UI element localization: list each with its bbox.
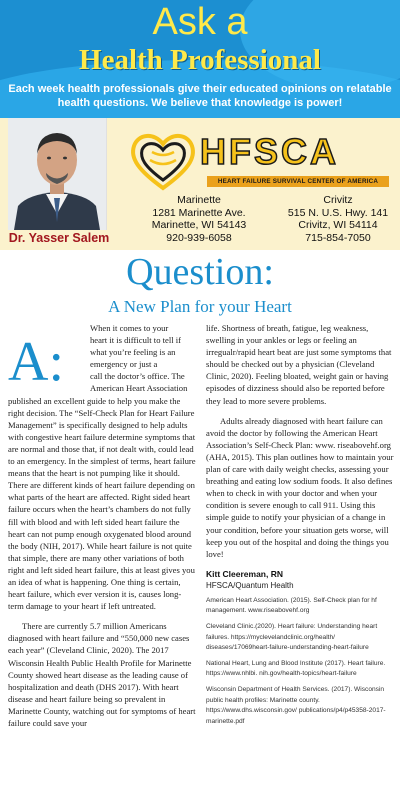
reference-item: Cleveland Clinic.(2020). Heart failure: Understanding heart failures. https://myclevelandclinic.org/health/ diseases/17069heart-failure-understanding-heart-failure	[206, 622, 378, 652]
author-name: Kitt Cleereman, RN	[206, 568, 283, 579]
answer-lead-line: When it comes to your	[90, 323, 169, 333]
answer-lead-line: what you’re feeling is an	[90, 347, 176, 358]
doctor-photo	[8, 118, 107, 230]
question-title: Question:	[126, 251, 274, 293]
location-city: Crivitz	[323, 194, 353, 206]
location-citystate: Marinette, WI 54143	[151, 219, 247, 231]
logo-subtitle: HEART FAILURE SURVIVAL CENTER OF AMERICA	[207, 176, 389, 187]
article-column-right	[206, 322, 396, 727]
location-phone: 715-854-7050	[305, 231, 371, 244]
reference-item: Wisconsin Department of Health Services. (2017). Wisconsin public health profiles: Marinette county. https://www.dhs.wisconsin.gov/ publications/p4/p45358-2017-marinette.pdf	[206, 685, 386, 725]
answer-paragraph-1: published an excellent guide to help you make the right decision. The “Self-Check Plan for Heart Failure Management” is specifically designed to help adults with congestive heart failure determine symptoms that are normal and those that, if not dealt with, could lead to an emergency. In the simplest of terms, heart failure means that the heart is not pumping like it should. There are different kinds of heart failure depending on what parts of the heart are affected. Right sided heart failure occurs when the heart’s chambers do not fully fill with blood and with left sided heart failure the heart can not pump enough oxygenated blood around the body (NIH, 2017). While heart failure is not quite that simple, there are many other variations of both right and left sided heart failure, this at least gives you an idea of what is happening. One thing is certain, heart failure, which ever version it is, causes long-term damage to your heart if left untreated.	[8, 395, 196, 612]
answer-lead-line: emergency or just a	[90, 359, 158, 370]
answer-drop-letter: A:	[8, 331, 64, 393]
location-street: 1281 Marinette Ave.	[152, 206, 246, 219]
header-title-line2: Health Professional	[79, 44, 321, 76]
doctor-name: Dr. Yasser Salem	[8, 231, 110, 245]
article-column-left	[8, 322, 196, 729]
location-city: Marinette	[177, 194, 221, 206]
answer-paragraph-3: Adults already diagnosed with heart failure can avoid the doctor by following the American Heart Association’s Self-Check Plan: www. riseabovehf.org (AHA, 2015). This plan outlines how to maintain your plan of care with daily weight checks, assessing your breathing and eating low sodium foods. It also defines when to check in with your doctor and when your condition is severe enough to call 911. Using this simple guide to notify your physician of a change in your condition, before your situation gets worse, will keep you out of the hospital and doing the things you love!	[206, 415, 394, 559]
author-organization: HFSCA/Quantum Health	[206, 580, 294, 590]
answer-lead-line: American Heart Association	[90, 383, 188, 394]
answer-lead-line: heart it is difficult to tell if	[90, 335, 182, 346]
reference-item: American Heart Association. (2015). Self-Check plan for hf management. www.riseabovehf.org	[206, 596, 377, 615]
clinic-card	[0, 118, 400, 250]
answer-paragraph-2-continued: life. Shortness of breath, fatigue, leg weakness, swelling in your ankles or legs or feeling an irregualr/rapid heart beat are just some symptoms that should be checked out by a physician (Cleveland Clinic, 2020). Feeling bloated, weight gain or having episodes of dizziness should also be reported before they lead to more severe problems.	[206, 323, 392, 406]
header-banner	[0, 0, 400, 118]
question-subtitle: A New Plan for your Heart	[108, 297, 292, 316]
doctor-portrait-illustration	[8, 118, 106, 230]
location-street: 515 N. U.S. Hwy. 141	[287, 206, 389, 219]
answer-lead-line: call the doctor’s office. The	[90, 371, 185, 382]
header-tagline: Each week health professionals give their educated opinions on relatable health questions. We believe that knowledge is power!	[8, 83, 392, 109]
answer-paragraph-2: There are currently 5.7 million Americans diagnosed with heart failure and “550,000 new cases each year” (Cleveland Clinic, 2020). The 2017 Wisconsin Health Public Health Profile for Marinette County showed heart disease as the leading cause of hospitalization and death (DHS 2017). With heart disease and heart failure being so prevalent in Marinette County, watching out for symptoms of heart failure could save your	[8, 621, 196, 728]
location-marinette	[124, 194, 274, 244]
header-title-line1: Ask a	[152, 1, 248, 43]
location-phone: 920-939-6058	[166, 231, 232, 244]
location-crivitz	[276, 194, 400, 244]
location-citystate: Crivitz, WI 54114	[298, 219, 378, 231]
logo-text: HFSCA	[200, 131, 339, 172]
heart-logo-icon	[128, 128, 198, 192]
reference-item: National Heart, Lung and Blood Institute (2017). Heart failure. https://www.nhlbi. nih.gov/health-topics/heart-failure	[206, 659, 386, 678]
